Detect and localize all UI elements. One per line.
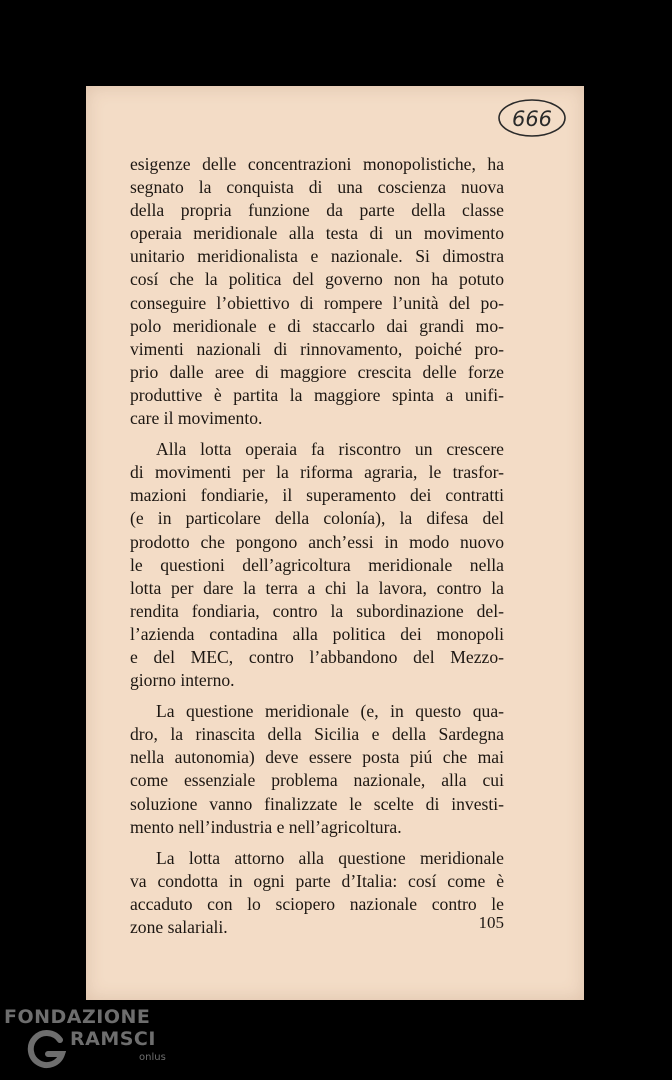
text-line: zone salariali.: [130, 917, 228, 937]
archive-number: 666: [511, 107, 553, 131]
text-line: le questioni dell’agricoltura meridionale nella: [130, 554, 504, 575]
text-line: (e in particolare della colonía), la difesa del: [130, 508, 504, 529]
text-line: di movimenti per la riforma agraria, le trasfor-: [130, 462, 504, 483]
text-line: e del MEC, contro l’abbandono del Mezzo-: [130, 646, 504, 667]
gramsci-g-logo-icon: [26, 1028, 66, 1072]
text-line: mento nell’industria e nell’agricoltura.: [130, 816, 402, 837]
text-line: nella autonomia) deve essere posta piú che mai: [130, 747, 504, 768]
watermark-onlus: onlus: [139, 1052, 166, 1063]
text-line: della propria funzione da parte della classe: [130, 200, 504, 221]
text-line: soluzione vanno finalizzate le scelte di investi-: [130, 793, 504, 814]
text-line: l’azienda contadina alla politica dei monopoli: [130, 623, 504, 644]
watermark-line2: RAMSCI: [70, 1028, 156, 1050]
text-line: produttive è partita la maggiore spinta a unifi-: [130, 384, 504, 405]
text-line: giorno interno.: [130, 670, 235, 691]
text-line: vimenti nazionali di rinnovamento, poiché pro-: [130, 338, 504, 359]
text-line: prio dalle aree di maggiore crescita delle forze: [130, 361, 504, 382]
text-line: La lotta attorno alla questione meridionale: [156, 847, 504, 868]
text-line: rendita fondiaria, contro la subordinazione del-: [130, 600, 504, 621]
paragraph-1: [130, 153, 504, 430]
paragraph-4: [130, 847, 504, 939]
page-number: 105: [478, 913, 504, 932]
text-line: mazioni fondiarie, il superamento dei contratti: [130, 485, 504, 506]
text-line: dro, la rinascita della Sicilia e della Sardegna: [130, 724, 504, 745]
text-line: segnato la conquista di una coscienza nuova: [130, 177, 504, 198]
text-line: La questione meridionale (e, in questo qua-: [156, 701, 504, 722]
text-line: operaia meridionale alla testa di un movimento: [130, 223, 504, 244]
watermark-line1: FONDAZIONE: [4, 1006, 151, 1028]
fondazione-gramsci-watermark: [4, 1006, 174, 1080]
text-line: esigenze delle concentrazioni monopolistiche, ha: [130, 154, 504, 174]
text-line: Alla lotta operaia fa riscontro un crescere: [156, 439, 504, 460]
paragraph-3: [130, 700, 504, 839]
body-text: [130, 153, 504, 947]
text-line: care il movimento.: [130, 408, 263, 429]
archive-number-stamp: [496, 96, 568, 140]
paragraph-2: [130, 438, 504, 692]
text-line: polo meridionale e di staccarlo dai grandi mo-: [130, 315, 504, 336]
text-line: lotta per dare la terra a chi la lavora, contro la: [130, 577, 504, 598]
text-line: prodotto che pongono anch’essi in modo nuovo: [130, 531, 504, 552]
text-line: accaduto con lo sciopero nazionale contro le: [130, 893, 504, 914]
text-line: cosí che la politica del governo non ha potuto: [130, 269, 504, 290]
text-line: come essenziale problema nazionale, alla cui: [130, 770, 504, 791]
text-line: unitario meridionalista e nazionale. Si dimostra: [130, 246, 504, 267]
text-line: va condotta in ogni parte d’Italia: cosí come è: [130, 870, 504, 891]
text-line: conseguire l’obiettivo di rompere l’unità del po-: [130, 292, 504, 313]
